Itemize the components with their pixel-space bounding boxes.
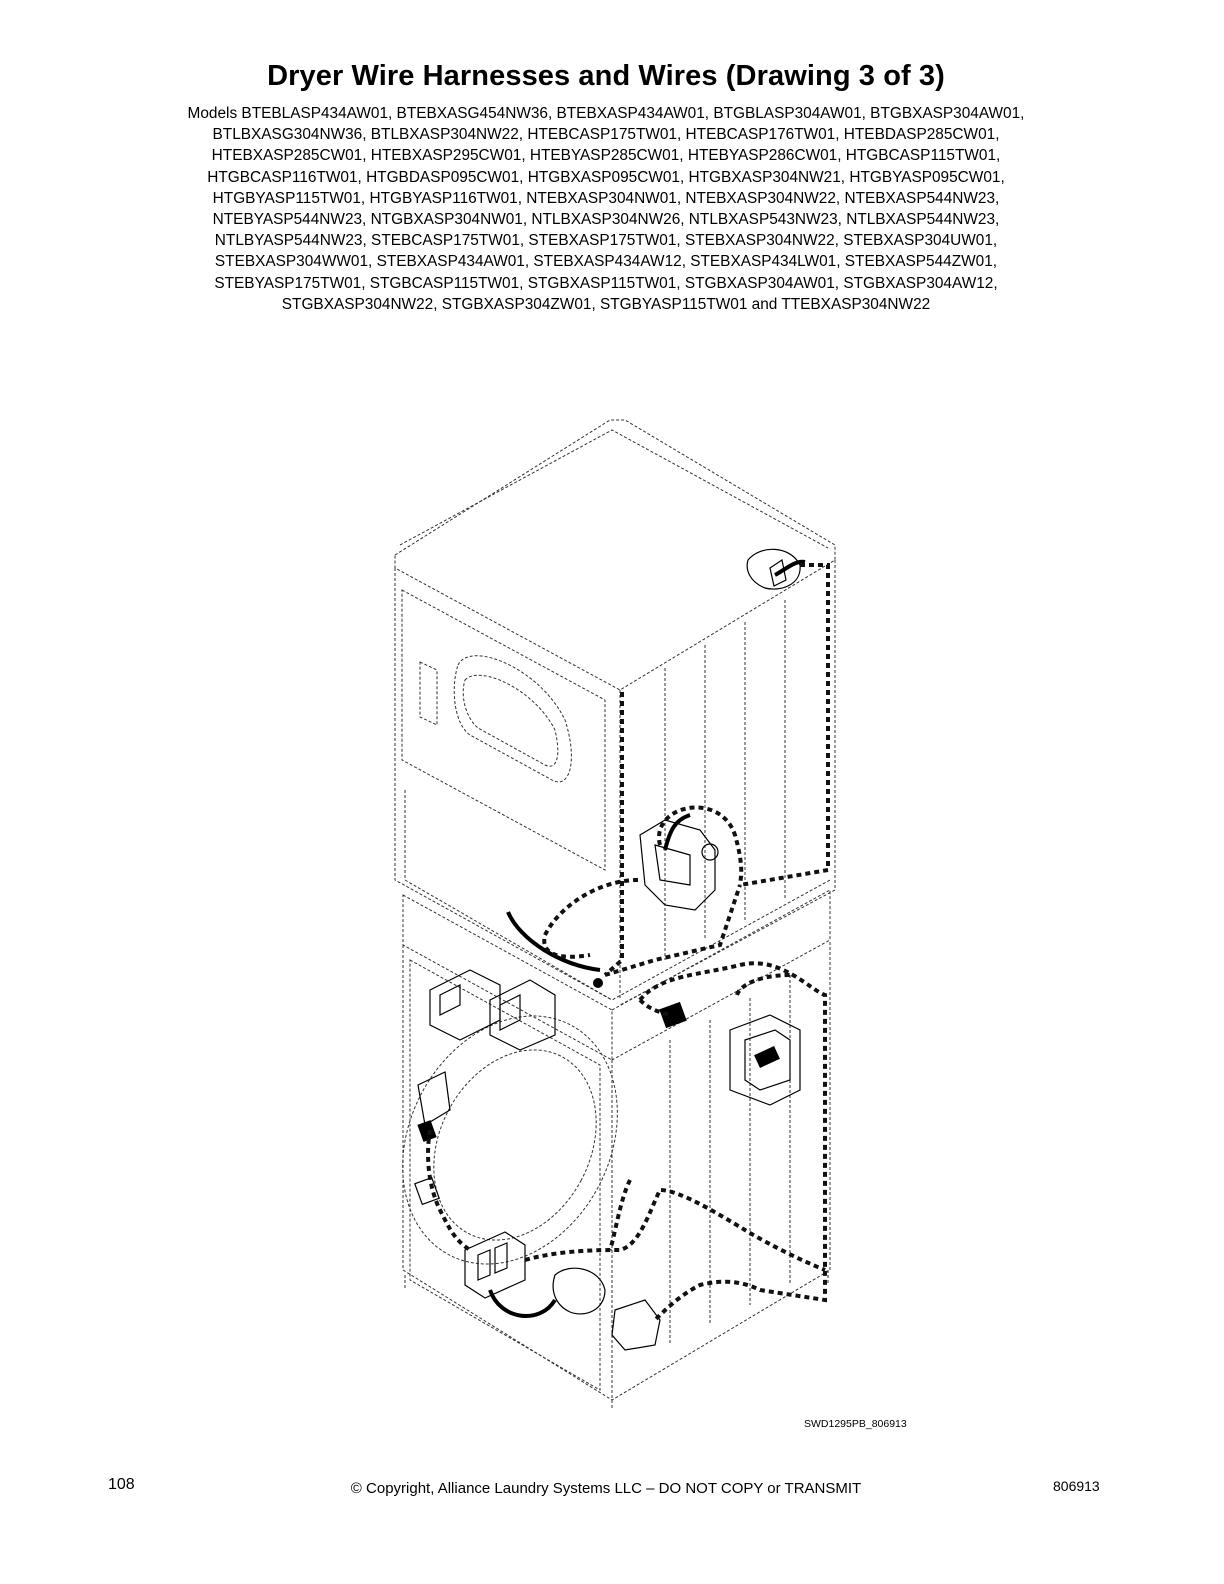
harness-routes bbox=[428, 565, 828, 1320]
models-line: STEBXASP304WW01, STEBXASP434AW01, STEBXASP434AW12, STEBXASP434LW01, STEBXASP544ZW01, bbox=[214, 253, 998, 271]
models-line: HTEBXASP285CW01, HTEBXASP295CW01, HTEBYASP285CW01, HTEBYASP286CW01, HTGBCASP115TW01, bbox=[211, 147, 1001, 165]
models-line: HTGBYASP115TW01, HTGBYASP116TW01, NTEBXASP304NW01, NTEBXASP304NW22, NTEBXASP544NW23, bbox=[212, 189, 1000, 207]
models-line: NTEBYASP544NW23, NTGBXASP304NW01, NTLBXASP304NW26, NTLBXASP543NW23, NTLBXASP544NW23, bbox=[212, 211, 1000, 229]
models-line: HTGBCASP116TW01, HTGBDASP095CW01, HTGBXASP095CW01, HTGBXASP304NW21, HTGBYASP095CW01, bbox=[207, 168, 1005, 186]
stacked-dryer-drawing bbox=[380, 405, 850, 1415]
models-line: NTLBYASP544NW23, STEBCASP175TW01, STEBXASP175TW01, STEBXASP304NW22, STEBXASP304UW01, bbox=[214, 232, 998, 250]
models-line: STEBYASP175TW01, STGBCASP115TW01, STGBXASP115TW01, STGBXASP304AW01, STGBXASP304AW12, bbox=[214, 274, 998, 292]
copyright-notice: © Copyright, Alliance Laundry Systems LLC – DO NOT COPY or TRANSMIT bbox=[350, 1480, 862, 1497]
page-number: 108 bbox=[108, 1476, 135, 1493]
cabinet-outline bbox=[380, 420, 835, 1410]
models-line: BTLBXASG304NW36, BTLBXASP304NW22, HTEBCASP175TW01, HTEBCASP176TW01, HTEBDASP285CW01, bbox=[212, 126, 1000, 144]
page-title: Dryer Wire Harnesses and Wires (Drawing 3 of 3) bbox=[267, 60, 945, 92]
document-number: 806913 bbox=[1053, 1478, 1100, 1494]
drawing-id-label: SWD1295PB_806913 bbox=[804, 1418, 907, 1430]
models-list bbox=[100, 103, 1112, 315]
models-line: STGBXASP304NW22, STGBXASP304ZW01, STGBYASP115TW01 and TTEBXASP304NW22 bbox=[281, 295, 931, 313]
models-line: Models BTEBLASP434AW01, BTEBXASG454NW36, BTEBXASP434AW01, BTGBLASP304AW01, BTGBXASP304AW01, bbox=[187, 105, 1025, 122]
